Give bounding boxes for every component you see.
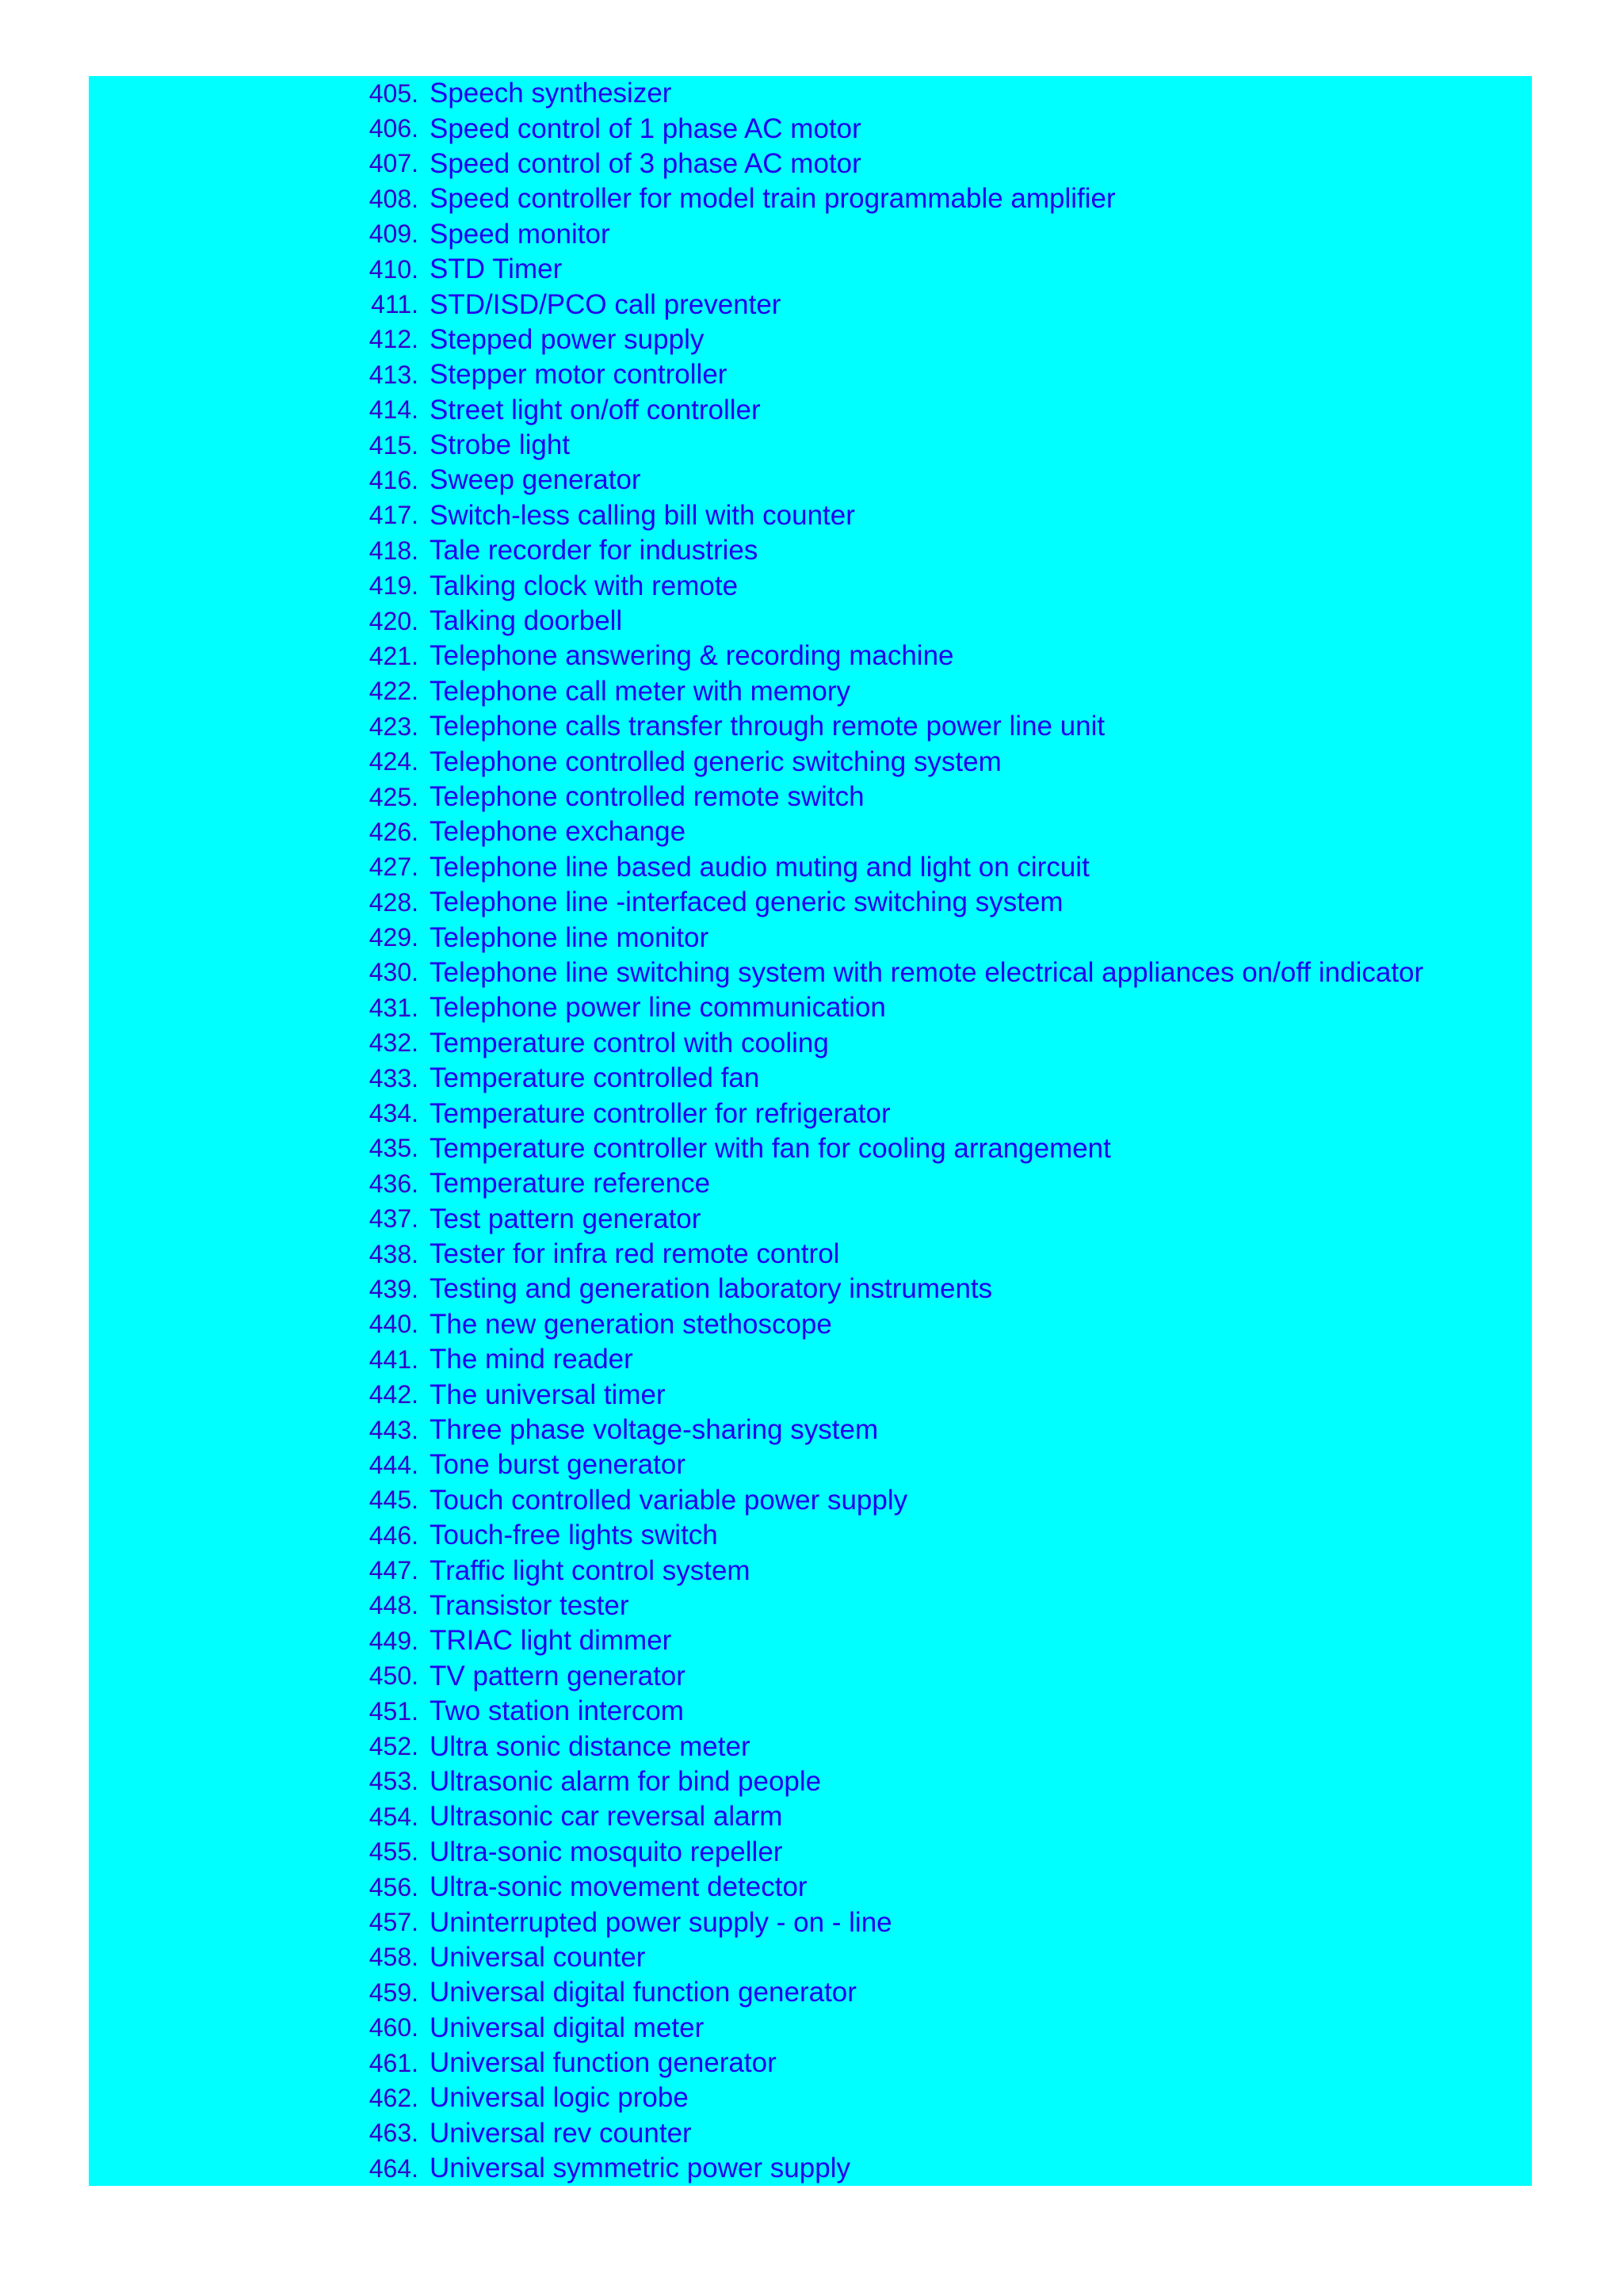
list-item-number: 418. <box>369 536 418 565</box>
list-item-number: 430. <box>369 958 418 987</box>
list-item <box>89 252 1532 287</box>
list-item-text: The mind reader <box>430 1344 633 1375</box>
list-item <box>89 1272 1532 1306</box>
list-item-number: 446. <box>369 1520 418 1550</box>
list-item-text: Transistor tester <box>430 1589 629 1621</box>
list-item <box>89 955 1532 990</box>
list-item-text: Universal rev counter <box>430 2117 692 2149</box>
list-item-number: 445. <box>369 1486 418 1515</box>
list-item-text: Sweep generator <box>430 464 641 496</box>
list-item <box>89 1131 1532 1166</box>
list-item <box>89 111 1532 146</box>
list-item-number: 463. <box>369 2119 418 2148</box>
list-item <box>89 885 1532 920</box>
list-item-text: Ultra-sonic mosquito repeller <box>430 1836 783 1867</box>
list-item <box>89 568 1532 603</box>
list-item-number: 454. <box>369 1802 418 1831</box>
list-item-text: Universal function generator <box>430 2047 777 2079</box>
list-item <box>89 604 1532 639</box>
list-item-text: TRIAC light dimmer <box>430 1625 672 1657</box>
list-item <box>89 181 1532 216</box>
list-item-text: Telephone controlled generic switching system <box>430 746 1002 777</box>
list-item-number: 429. <box>369 923 418 952</box>
list-item-text: Stepper motor controller <box>430 359 727 391</box>
list-item-text: Tale recorder for industries <box>430 535 758 566</box>
list-item-text: Telephone exchange <box>430 816 686 848</box>
list-item-text: Switch-less calling bill with counter <box>430 499 855 531</box>
list-item-text: Temperature reference <box>430 1168 711 1199</box>
list-item-number: 426. <box>369 817 418 846</box>
list-item-number: 419. <box>369 571 418 601</box>
list-item-number: 427. <box>369 852 418 882</box>
list-item-number: 432. <box>369 1028 418 1058</box>
list-item <box>89 850 1532 885</box>
list-item <box>89 1518 1532 1553</box>
list-item-number: 456. <box>369 1872 418 1901</box>
list-item-number: 461. <box>369 2048 418 2077</box>
list-item-text: Talking clock with remote <box>430 570 739 601</box>
list-item-number: 439. <box>369 1274 418 1303</box>
list-item-text: TV pattern generator <box>430 1660 685 1691</box>
list-item <box>89 920 1532 955</box>
list-item-number: 438. <box>369 1239 418 1268</box>
list-item-text: Temperature controller with fan for cooling arrangement <box>430 1132 1111 1164</box>
list-item-number: 416. <box>369 465 418 494</box>
list-item-number: 442. <box>369 1380 418 1409</box>
list-item-number: 420. <box>369 606 418 635</box>
list-item-text: Two station intercom <box>430 1695 684 1727</box>
list-item-text: Telephone line switching system with remote electrical appliances on/off indicator <box>430 956 1424 988</box>
list-item-number: 459. <box>369 1978 418 2007</box>
list-item-text: Speech synthesizer <box>430 78 672 109</box>
list-item-text: The new generation stethoscope <box>430 1308 832 1340</box>
list-item-text: Temperature controlled fan <box>430 1062 760 1094</box>
list-item <box>89 1202 1532 1237</box>
list-item-text: STD Timer <box>430 254 563 285</box>
list-item <box>89 1975 1532 2010</box>
list-item-number: 421. <box>369 641 418 670</box>
list-item-text: Universal symmetric power supply <box>430 2153 850 2184</box>
list-item-number: 433. <box>369 1063 418 1093</box>
list-item-number: 451. <box>369 1696 418 1726</box>
list-item <box>89 428 1532 463</box>
list-item <box>89 498 1532 533</box>
list-item-text: Telephone answering & recording machine <box>430 640 954 672</box>
list-item <box>89 1940 1532 1975</box>
list-item <box>89 1659 1532 1694</box>
list-item-text: Tone burst generator <box>430 1449 685 1481</box>
list-item-text: Speed control of 1 phase AC motor <box>430 113 861 144</box>
list-item <box>89 1026 1532 1061</box>
list-item <box>89 1096 1532 1131</box>
list-item <box>89 217 1532 252</box>
list-item-text: Touch controlled variable power supply <box>430 1484 908 1516</box>
list-item-number: 405. <box>369 78 418 108</box>
list-item <box>89 1166 1532 1201</box>
list-item-number: 431. <box>369 993 418 1022</box>
list-item <box>89 1799 1532 1834</box>
list-item <box>89 1835 1532 1870</box>
list-item-text: Telephone line -interfaced generic switching system <box>430 887 1064 918</box>
list-item-text: Traffic light control system <box>430 1554 750 1586</box>
list-item-text: The universal timer <box>430 1379 666 1410</box>
list-item-number: 462. <box>369 2083 418 2112</box>
list-item-text: Telephone controlled remote switch <box>430 781 865 812</box>
list-item <box>89 1553 1532 1588</box>
list-item-text: STD/ISD/PCO call preventer <box>430 288 781 320</box>
list-item-text: Universal digital function generator <box>430 1977 857 2008</box>
list-item <box>89 1764 1532 1799</box>
list-item-text: Speed controller for model train programmable amplifier <box>430 183 1116 215</box>
list-item <box>89 1905 1532 1939</box>
list-item-text: Tester for infra red remote control <box>430 1238 840 1270</box>
list-item <box>89 533 1532 568</box>
list-item <box>89 1061 1532 1096</box>
list-item-number: 413. <box>369 360 418 389</box>
list-item-number: 435. <box>369 1134 418 1163</box>
list-item <box>89 287 1532 322</box>
list-item <box>89 2010 1532 2045</box>
list-item <box>89 1870 1532 1905</box>
list-item-number: 440. <box>369 1310 418 1339</box>
list-item-text: Universal logic probe <box>430 2082 689 2114</box>
list-item-number: 458. <box>369 1943 418 1972</box>
list-item <box>89 1483 1532 1518</box>
list-item <box>89 1589 1532 1623</box>
list-item <box>89 1342 1532 1377</box>
content-panel <box>89 76 1532 2186</box>
list-item-text: Ultra sonic distance meter <box>430 1730 750 1762</box>
list-item-text: Stepped power supply <box>430 323 705 355</box>
list-item-number: 441. <box>369 1344 418 1374</box>
list-item <box>89 639 1532 673</box>
list-item-number: 425. <box>369 782 418 811</box>
list-item-number: 437. <box>369 1204 418 1234</box>
list-item-number: 408. <box>369 184 418 213</box>
list-item-number: 422. <box>369 677 418 706</box>
list-item-number: 434. <box>369 1099 418 1128</box>
list-item <box>89 2151 1532 2186</box>
list-item <box>89 1623 1532 1658</box>
list-item-text: Uninterrupted power supply - on - line <box>430 1906 892 1938</box>
list-item-number: 455. <box>369 1837 418 1867</box>
list-item-number: 450. <box>369 1661 418 1691</box>
list-item-text: Ultrasonic car reversal alarm <box>430 1801 783 1833</box>
list-item-number: 409. <box>369 219 418 249</box>
list-item <box>89 674 1532 709</box>
list-item-number: 444. <box>369 1450 418 1479</box>
list-item <box>89 780 1532 814</box>
list-item-number: 424. <box>369 747 418 776</box>
list-item-number: 412. <box>369 325 418 354</box>
list-item-text: Universal digital meter <box>430 2012 705 2043</box>
list-item-text: Telephone line monitor <box>430 921 709 953</box>
list-item-text: Telephone call meter with memory <box>430 675 851 707</box>
list-item <box>89 1307 1532 1342</box>
list-item-number: 415. <box>369 430 418 460</box>
list-item <box>89 1694 1532 1729</box>
list-item <box>89 2081 1532 2115</box>
list-item-text: Test pattern generator <box>430 1203 701 1234</box>
list-item-number: 417. <box>369 501 418 530</box>
list-item-number: 436. <box>369 1169 418 1198</box>
list-item-number: 460. <box>369 2013 418 2042</box>
list-item <box>89 1729 1532 1764</box>
list-item-text: Talking doorbell <box>430 605 623 637</box>
list-item-number: 448. <box>369 1591 418 1620</box>
list-item <box>89 322 1532 357</box>
list-item-number: 406. <box>369 114 418 143</box>
list-item-text: Telephone calls transfer through remote power line unit <box>430 711 1106 742</box>
list-item <box>89 147 1532 181</box>
list-item-number: 414. <box>369 395 418 425</box>
list-item-number: 453. <box>369 1767 418 1796</box>
list-item-number: 428. <box>369 887 418 917</box>
list-item <box>89 744 1532 779</box>
list-item <box>89 1413 1532 1447</box>
list-item <box>89 393 1532 428</box>
list-item <box>89 76 1532 111</box>
list-item <box>89 2116 1532 2151</box>
list-item <box>89 1377 1532 1412</box>
list-item <box>89 2046 1532 2081</box>
list-item <box>89 814 1532 849</box>
list-item-text: Ultrasonic alarm for bind people <box>430 1765 822 1797</box>
list-item-text: Telephone line based audio muting and light on circuit <box>430 851 1090 883</box>
list-item-number: 452. <box>369 1732 418 1761</box>
list-item-text: Universal counter <box>430 1941 646 1973</box>
list-item-text: Temperature controller for refrigerator <box>430 1097 891 1129</box>
list-item-number: 423. <box>369 711 418 741</box>
list-item-number: 449. <box>369 1626 418 1655</box>
list-item <box>89 990 1532 1025</box>
list-item-text: Speed control of 3 phase AC motor <box>430 147 861 179</box>
list-item-number: 407. <box>369 149 418 178</box>
list-item-text: Street light on/off controller <box>430 394 761 425</box>
list-item-number: 443. <box>369 1415 418 1444</box>
list-item-number: 411. <box>371 290 418 319</box>
list-item-text: Temperature control with cooling <box>430 1027 829 1058</box>
list-item <box>89 357 1532 392</box>
list-item-text: Testing and generation laboratory instruments <box>430 1273 993 1305</box>
list-item <box>89 709 1532 744</box>
list-item-number: 457. <box>369 1908 418 1936</box>
list-item-number: 447. <box>369 1556 418 1585</box>
project-list <box>89 76 1532 2186</box>
list-item-text: Telephone power line communication <box>430 992 886 1024</box>
list-item-text: Strobe light <box>430 429 571 461</box>
list-item-text: Touch-free lights switch <box>430 1520 718 1551</box>
list-item-text: Three phase voltage-sharing system <box>430 1414 879 1446</box>
list-item <box>89 1447 1532 1482</box>
list-item-number: 410. <box>369 254 418 284</box>
list-item <box>89 1237 1532 1272</box>
list-item-number: 464. <box>369 2153 418 2183</box>
list-item-text: Speed monitor <box>430 218 610 250</box>
list-item <box>89 463 1532 498</box>
list-item-text: Ultra-sonic movement detector <box>430 1871 808 1903</box>
